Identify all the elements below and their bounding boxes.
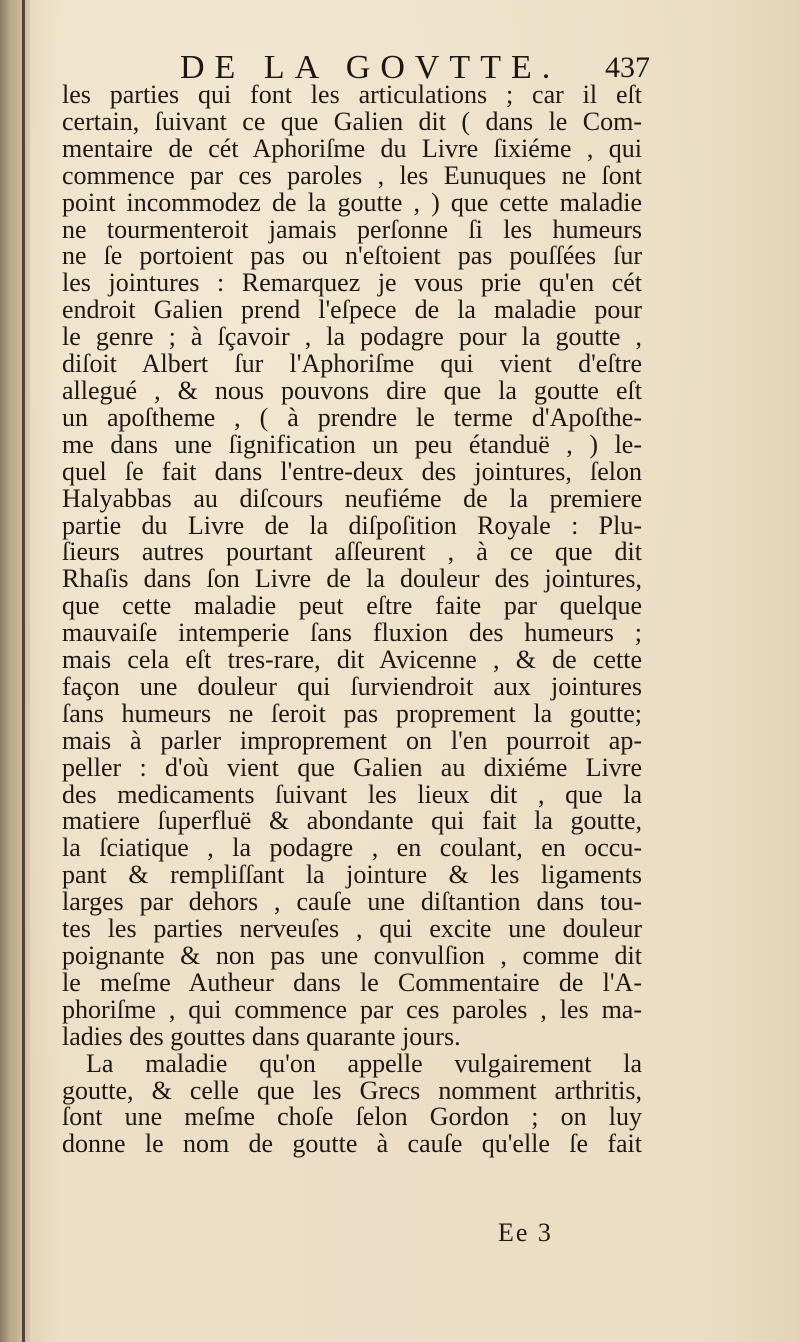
text-line: mauvaiſe intemperie ſans fluxion des humeurs ; (62, 618, 642, 648)
text-line: le genre ; à ſçavoir , la podagre pour la goutte , (62, 322, 642, 352)
text-line: le meſme Autheur dans le Commentaire de l'A- (62, 967, 642, 997)
text-line: mais cela eſt tres-rare, dit Avicenne , & de cette (62, 645, 642, 675)
text-line: Halyabbas au diſcours neufiéme de la premiere (62, 483, 642, 513)
text-line: un apoſtheme , ( à prendre le terme d'Apoſthe- (62, 402, 642, 432)
text-line: larges par dehors , cauſe une diſtantion dans tou- (62, 887, 642, 917)
text-line: me dans une ſignification un peu étanduë , ) le- (62, 429, 642, 459)
text-line: donne le nom de goutte à cauſe qu'elle ſe fait (62, 1129, 642, 1159)
text-line: ne tourmenteroit jamais perſonne ſi les humeurs (62, 214, 642, 244)
text-line: ſieurs autres pourtant aſſeurent , à ce que dit (62, 537, 642, 567)
text-line: poignante & non pas une convulſion , comme dit (62, 941, 642, 970)
text-line: goutte, & celle que les Grecs nomment arthritis, (62, 1075, 642, 1105)
text-line: ladies des gouttes dans quarante jours. (62, 1021, 461, 1051)
text-line: les parties qui font les articulations ; car il eſt (62, 80, 642, 109)
text-line: peller : d'où vient que Galien au dixiéme Livre (62, 752, 642, 782)
text-line: mentaire de cét Aphoriſme du Livre ſixiéme , qui (62, 133, 642, 163)
text-line: endroit Galien prend l'eſpece de la maladie pour (62, 295, 642, 325)
text-line: que cette maladie peut eſtre faite par quelque (62, 591, 642, 621)
text-line: matiere ſuperfluë & abondante qui fait la goutte, (62, 806, 642, 836)
text-line: ſans humeurs ne ſeroit pas proprement la goutte; (62, 698, 642, 728)
paragraph-first-line: La maladie qu'on appelle vulgairement la (86, 1048, 642, 1078)
text-line: ne ſe portoient pas ou n'eſtoient pas pouſſées ſur (62, 241, 642, 271)
text-line: la ſciatique , la podagre , en coulant, en occu- (62, 833, 642, 863)
text-line: allegué , & nous pouvons dire que la goutte eſt (62, 375, 642, 405)
text-line: façon une douleur qui ſurviendroit aux jointures (62, 671, 642, 701)
text-line: des medicaments ſuivant les lieux dit , que la (62, 779, 642, 809)
text-line: les jointures : Remarquez je vous prie qu'en cét (62, 268, 642, 298)
text-line: tes les parties nerveuſes , qui excite une douleur (62, 914, 642, 944)
text-line: point incommodez de la goutte , ) que cette maladie (62, 187, 642, 217)
text-line: certain, ſuivant ce que Galien dit ( dans le Com- (62, 106, 642, 136)
binding-gutter (0, 0, 30, 1342)
text-line: mais à parler improprement on l'en pourroit ap- (62, 725, 642, 755)
text-line: ſont une meſme choſe ſelon Gordon ; on luy (62, 1102, 642, 1132)
text-line: commence par ces paroles , les Eunuques ne ſont (62, 160, 642, 190)
text-line: partie du Livre de la diſpoſition Royale : Plu- (62, 510, 642, 540)
text-line: diſoit Albert ſur l'Aphoriſme qui vient d'eſtre (62, 349, 642, 379)
signature-mark: Ee 3 (498, 1218, 553, 1247)
body-text (62, 82, 642, 1158)
page-edge-rule (22, 0, 25, 1342)
text-line: Rhaſis dans ſon Livre de la douleur des jointures, (62, 564, 642, 594)
running-title: DE LA GOVTTE. (180, 49, 561, 86)
page-number: 437 (605, 51, 650, 84)
text-line: pant & rempliſſant la jointure & les ligaments (62, 860, 642, 890)
text-line: quel ſe fait dans l'entre-deux des jointures, ſelon (62, 456, 642, 486)
text-line: phoriſme , qui commence par ces paroles , les ma- (62, 994, 642, 1024)
